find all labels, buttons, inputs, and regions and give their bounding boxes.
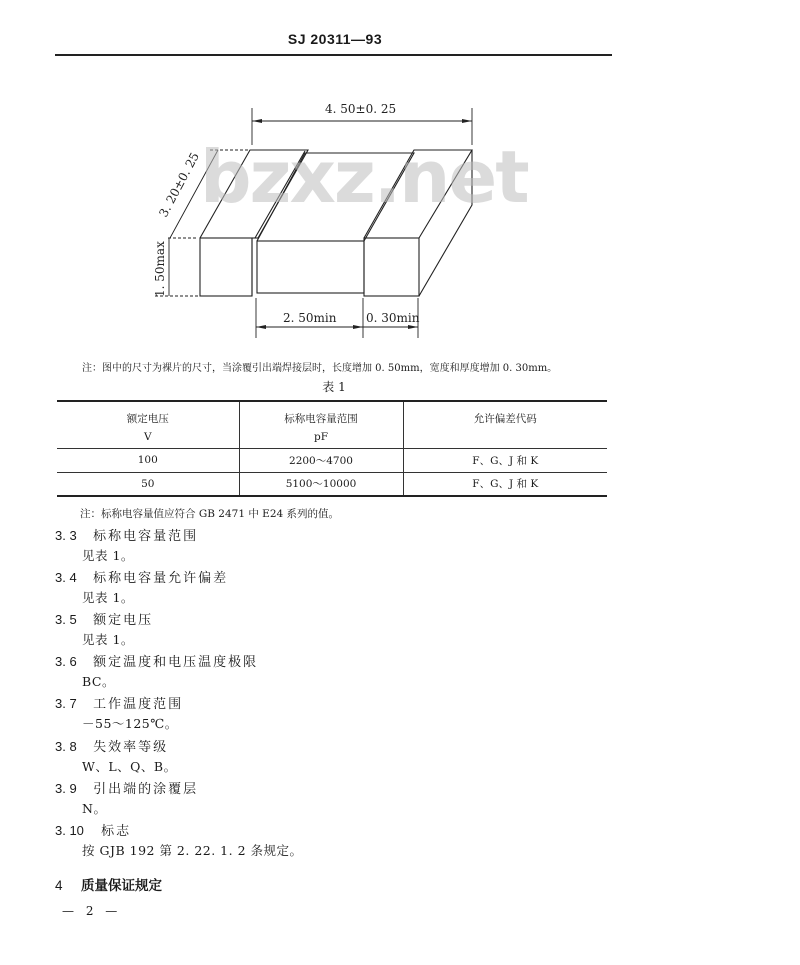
capacitance-range-cell: 2200～4700 [239,448,403,472]
section-body: N。 [82,801,107,816]
electrode-gap-label: 2. 50min [283,311,337,325]
table-note: 注：标称电容量值应符合 GB 2471 中 E24 系列的值。 [80,508,340,520]
page-number: — 2 — [62,904,122,918]
section-heading: 3. 3 标称电容量范围 [55,528,199,544]
tolerance-code-cell: F、G、J 和 K [403,472,607,496]
section-heading: 3. 7 工作温度范围 [55,696,184,712]
chapter-heading: 4 质量保证规定 [55,878,162,894]
column-header: 允许偏差代码 [403,401,607,448]
section-body: 见表 1。 [82,590,134,605]
watermark: bzxz.net [200,135,528,219]
table-row [57,448,607,472]
tolerance-code-cell: F、G、J 和 K [403,448,607,472]
section-heading: 3. 8 失效率等级 [55,739,169,755]
header-rule [55,54,612,56]
section-body: 见表 1。 [82,632,134,647]
rated-voltage-cell: 50 [141,477,155,490]
electrode-length-label: 0. 30min [366,311,420,325]
table-row [57,472,607,496]
section-body: 见表 1。 [82,548,134,563]
column-header: 标称电容量范围 pF [239,401,403,448]
section-body: BC。 [82,674,115,689]
section-body: W、L、Q、B。 [82,759,177,774]
table-caption: 表 1 [322,380,346,394]
rated-voltage-cell: 100 [137,454,158,466]
section-body: －55～125℃。 [82,716,178,731]
section-heading: 3. 10 标志 [55,823,132,839]
section-heading: 3. 4 标称电容量允许偏差 [55,570,229,586]
table-header-row [57,401,607,448]
capacitance-range-cell: 5100～10000 [239,472,403,496]
section-heading: 3. 6 额定温度和电压温度极限 [55,654,259,670]
width-dimension-label: 3. 20±0. 25 [156,150,203,220]
column-header: 额定电压 V [126,413,169,443]
figure-note: 注：图中的尺寸为裸片的尺寸，当涂覆引出端焊接层时，长度增加 0. 50mm，宽度和厚度增加 0. 30mm。 [82,363,558,374]
thickness-dimension-label: 1. 50max [153,241,167,297]
section-heading: 3. 9 引出端的涂覆层 [55,781,199,797]
standard-number-header: SJ 20311—93 [287,31,383,47]
section-heading: 3. 5 额定电压 [55,612,154,628]
table-1 [57,400,607,497]
length-dimension-label: 4. 50±0. 25 [325,102,397,116]
section-body: 按 GJB 192 第 2. 22. 1. 2 条规定。 [82,843,303,858]
